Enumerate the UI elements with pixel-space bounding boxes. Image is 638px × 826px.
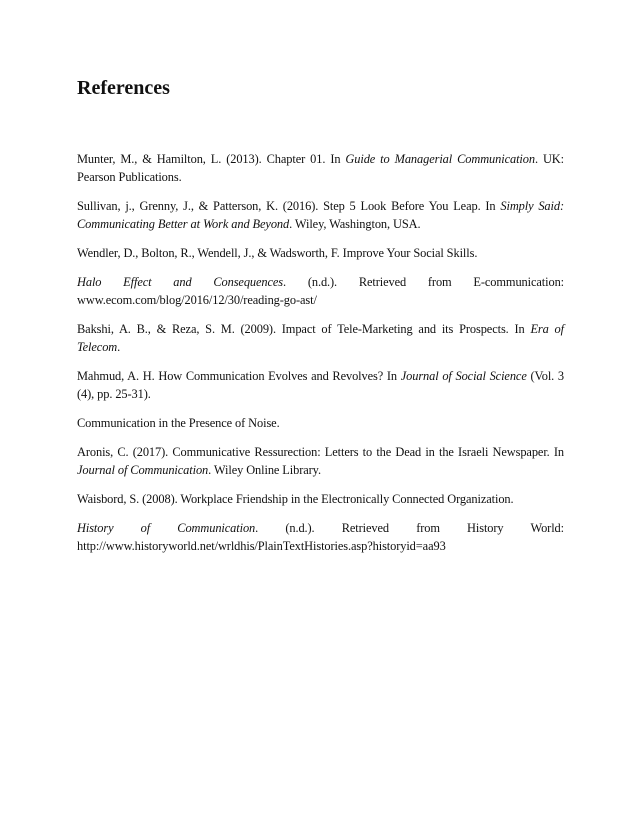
reference-line-1: [77, 273, 564, 291]
page-title: References: [77, 77, 170, 99]
reference-entry-3: [77, 244, 564, 262]
reference-url: http://www.historyworld.net/wrldhis/PlainTextHistories.asp?historyid=aa93: [77, 539, 446, 553]
reference-entry-4: [77, 273, 564, 309]
reference-text: Aronis, C. (2017). Communicative Ressurection: Letters to the Dead in the Israeli Newspaper. In: [77, 445, 564, 459]
reference-line-1: [77, 519, 564, 537]
reference-title: History of Communication: [77, 521, 256, 535]
reference-url: www.ecom.com/blog/2016/12/30/reading-go-ast/: [77, 293, 317, 307]
reference-text: . (n.d.). Retrieved from History World:: [255, 521, 564, 535]
reference-entry-6: [77, 367, 564, 403]
reference-entry-8: [77, 443, 564, 479]
reference-title: Journal of Communication: [77, 463, 209, 477]
reference-text: Sullivan, j., Grenny, J., & Patterson, K. (2016). Step 5 Look Before You Leap. In: [77, 199, 501, 213]
reference-entry-2: [77, 197, 564, 233]
reference-text: Communication in the Presence of Noise.: [77, 416, 280, 430]
reference-text: . UK: Pearson Publications.: [77, 152, 564, 184]
reference-title: Simply Said: Communicating Better at Work and Beyond: [77, 199, 564, 231]
reference-text: . (n.d.). Retrieved from E-communication:: [283, 275, 565, 289]
reference-text: (Vol. 3 (4), pp. 25-31).: [77, 369, 565, 401]
reference-text: . Wiley Online Library.: [208, 463, 321, 477]
reference-entry-5: [77, 320, 564, 356]
reference-text: Bakshi, A. B., & Reza, S. M. (2009). Impact of Tele-Marketing and its Prospects. In: [77, 322, 531, 336]
reference-entry-10: [77, 519, 564, 555]
reference-title: Halo Effect and Consequences: [77, 275, 284, 289]
reference-title: Guide to Managerial Communication: [345, 152, 535, 166]
reference-entry-1: [77, 150, 564, 186]
reference-text: Wendler, D., Bolton, R., Wendell, J., & Wadsworth, F. Improve Your Social Skills.: [77, 246, 478, 260]
reference-text: Munter, M., & Hamilton, L. (2013). Chapter 01. In: [77, 152, 346, 166]
reference-list: [77, 150, 564, 566]
reference-title: Journal of Social Science: [400, 369, 527, 383]
reference-text: . Wiley, Washington, USA.: [289, 217, 421, 231]
reference-text: Waisbord, S. (2008). Workplace Friendship in the Electronically Connected Organization.: [77, 492, 514, 506]
reference-title: Era of Telecom: [77, 322, 564, 354]
reference-entry-7: [77, 414, 564, 432]
reference-text: .: [117, 340, 121, 354]
reference-entry-9: [77, 490, 564, 508]
reference-text: Mahmud, A. H. How Communication Evolves and Revolves? In: [77, 369, 401, 383]
